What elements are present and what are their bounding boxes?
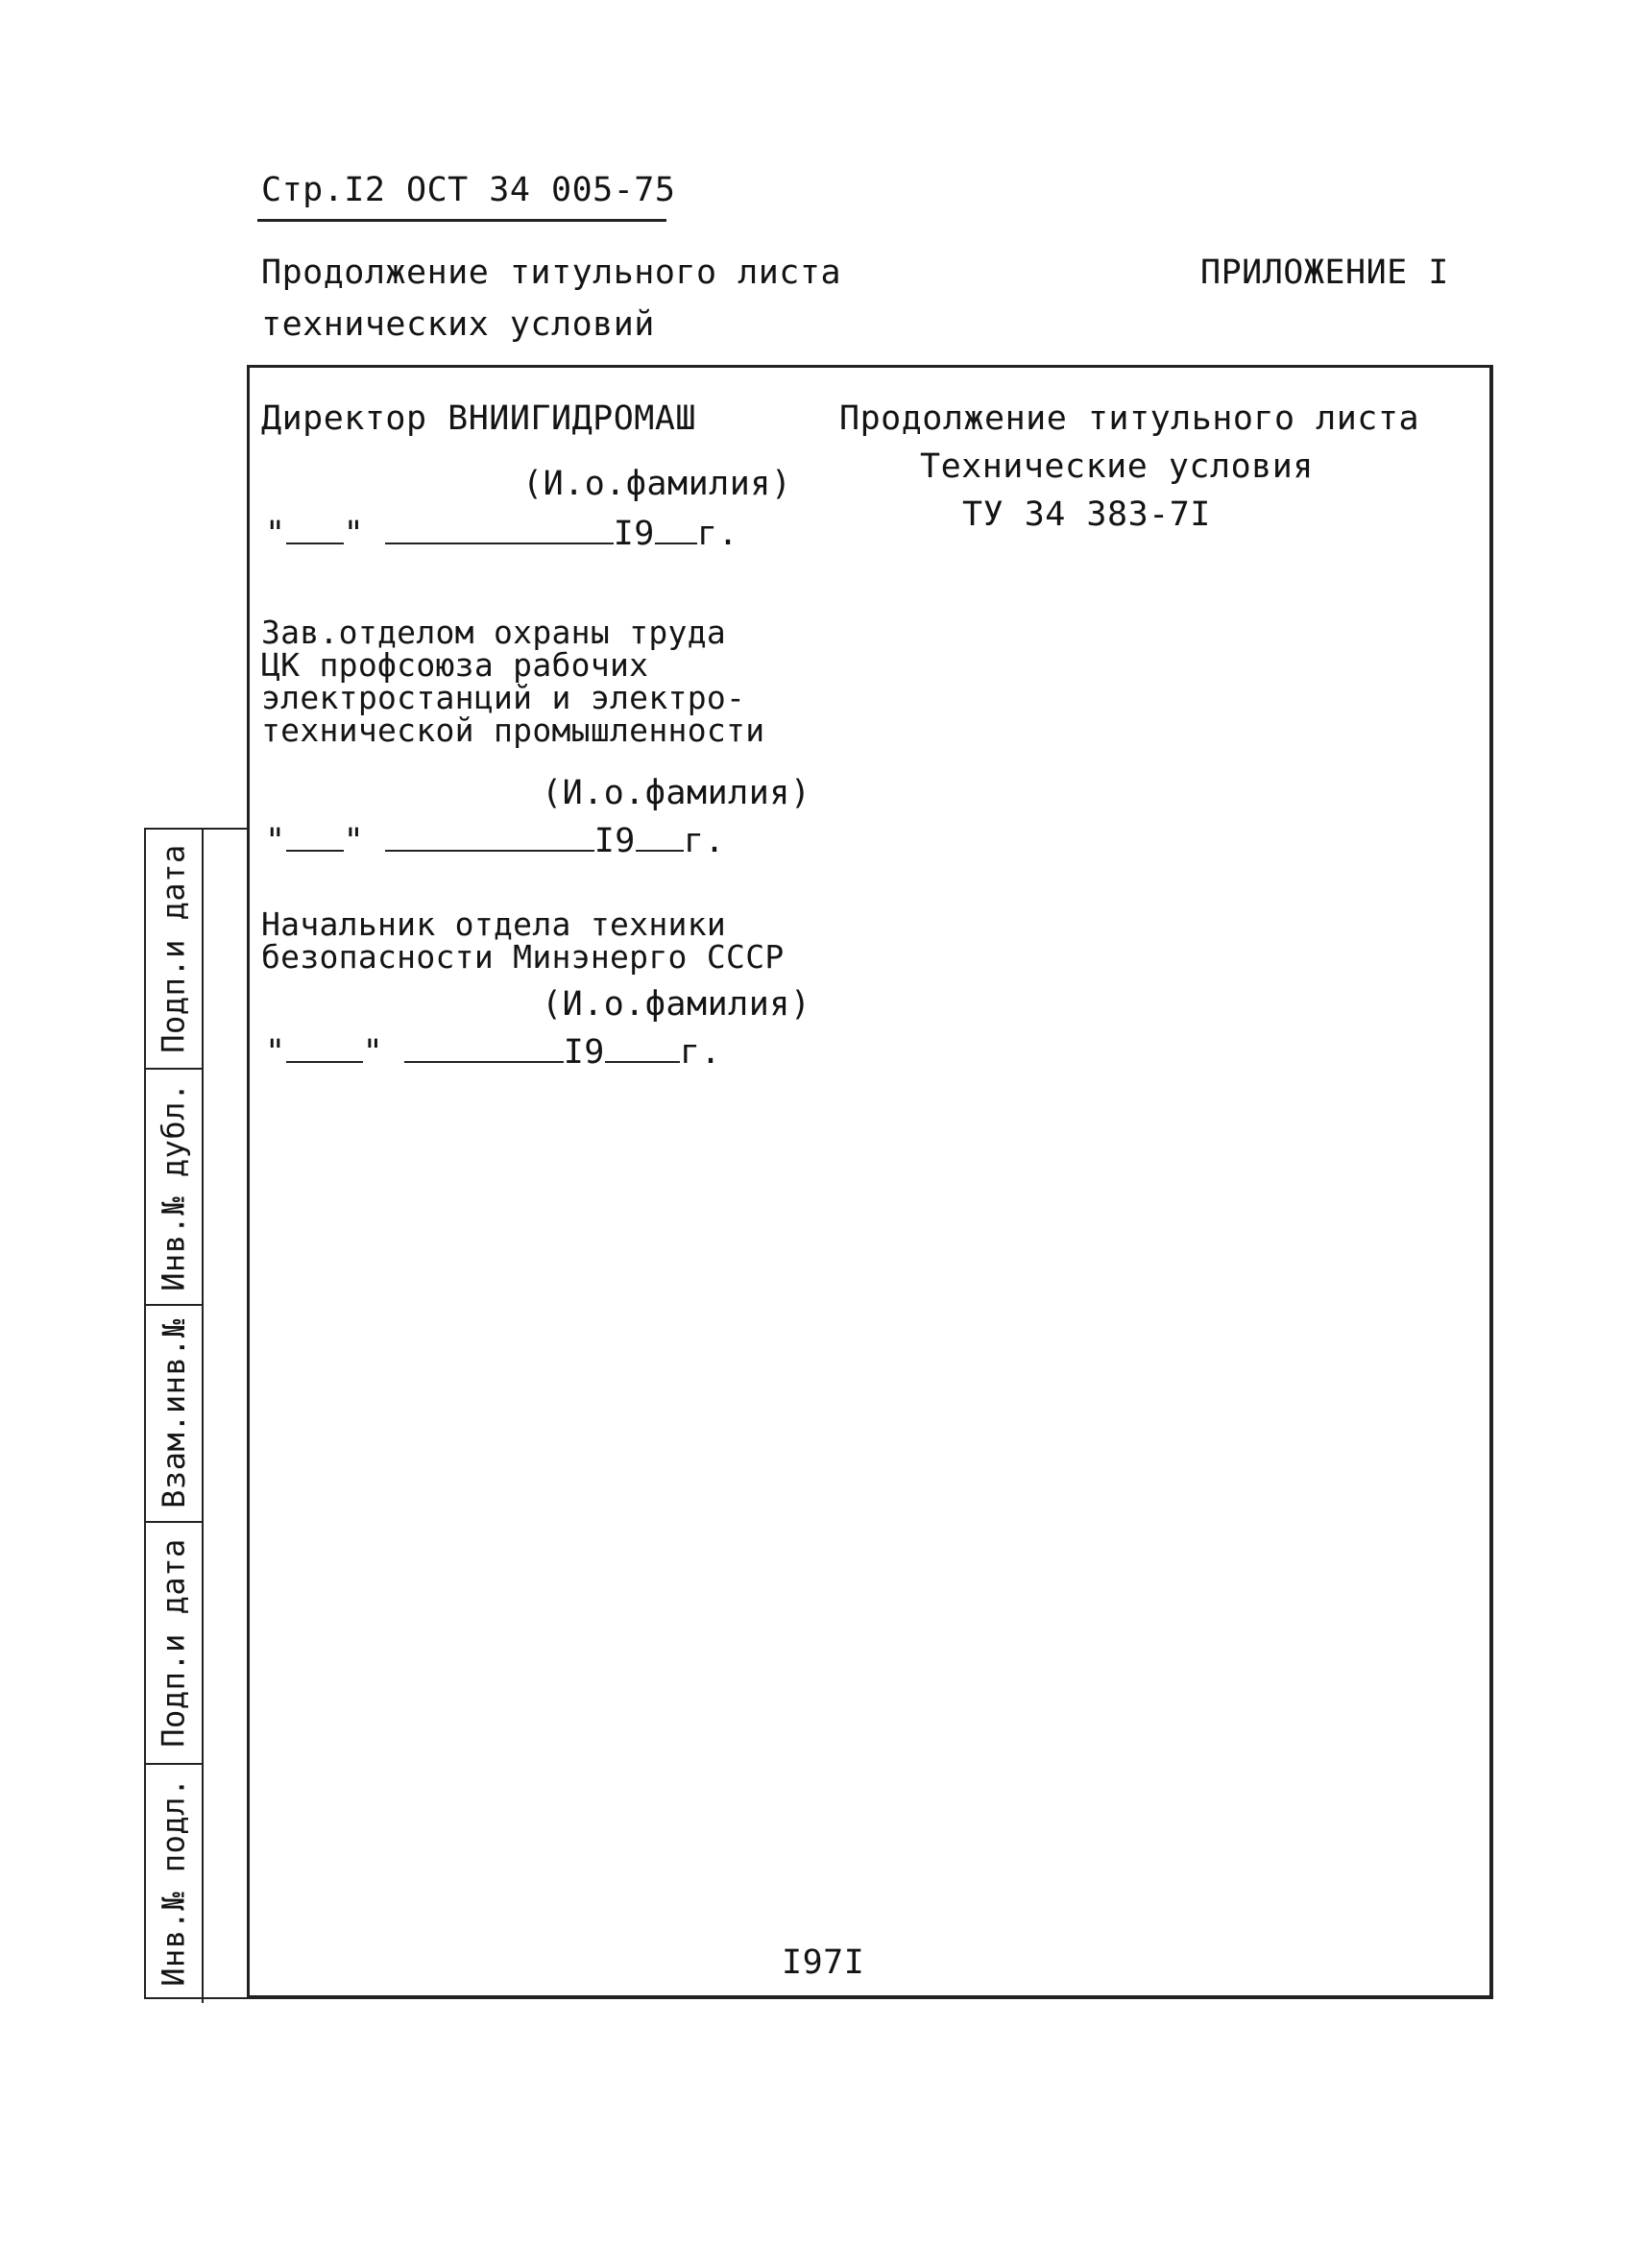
month-blank xyxy=(404,1034,564,1063)
right-block-line2: Технические условия xyxy=(920,447,1314,486)
side-stamp-sign-date-1: Подп.и дата xyxy=(156,844,193,1053)
approval-2-name-placeholder: (И.о.фамилия) xyxy=(542,774,811,812)
approval-1-name-placeholder: (И.о.фамилия) xyxy=(522,465,792,503)
approval-1-date-line: " " I9 г. xyxy=(265,515,739,553)
header-underline xyxy=(257,219,666,222)
side-stamp-sign-date-2: Подп.и дата xyxy=(156,1538,193,1748)
side-stamp-divider xyxy=(202,828,204,2003)
year-blank xyxy=(636,823,684,852)
month-blank xyxy=(385,516,614,544)
day-blank xyxy=(286,823,344,852)
right-block-line3: ТУ 34 383-7I xyxy=(962,495,1211,534)
page-number: I97I xyxy=(782,1943,865,1982)
approval-2-title-line3: электростанций и электро- xyxy=(261,679,746,716)
approval-2-title-line2: ЦК профсоюза рабочих xyxy=(261,646,649,684)
appendix-label: ПРИЛОЖЕНИЕ I xyxy=(1200,253,1449,292)
side-stamp-dup-inventory: Инв.№ дубл. xyxy=(156,1082,193,1291)
approval-2-date-line: " " I9 г. xyxy=(265,822,726,860)
year-blank xyxy=(655,516,697,544)
day-blank xyxy=(286,516,344,544)
side-stamp-replacement-inventory: Взам.инв.№ xyxy=(156,1318,192,1508)
page-reference: Стр.I2 ОСТ 34 005-75 xyxy=(261,171,676,209)
approval-3-date-line: " " I9 г. xyxy=(265,1033,722,1072)
approval-2-title-line1: Зав.отделом охраны труда xyxy=(261,614,727,651)
title-sheet-frame xyxy=(247,365,1493,1999)
continuation-title-line1: Продолжение титульного листа xyxy=(261,253,842,292)
approval-1-title: Директор ВНИИГИДРОМАШ xyxy=(261,399,697,438)
side-stamp-original-inventory: Инв.№ подл. xyxy=(156,1777,193,1987)
day-blank xyxy=(286,1034,363,1063)
continuation-title-line2: технических условий xyxy=(261,305,655,344)
approval-3-title-line2: безопасности Минэнерго СССР xyxy=(261,938,785,976)
approval-2-title-line4: технической промышленности xyxy=(261,712,765,749)
month-blank xyxy=(385,823,594,852)
right-block-line1: Продолжение титульного листа xyxy=(839,399,1420,438)
approval-3-title-line1: Начальник отдела техники xyxy=(261,905,727,943)
approval-3-name-placeholder: (И.о.фамилия) xyxy=(542,985,811,1024)
year-blank xyxy=(605,1034,680,1063)
